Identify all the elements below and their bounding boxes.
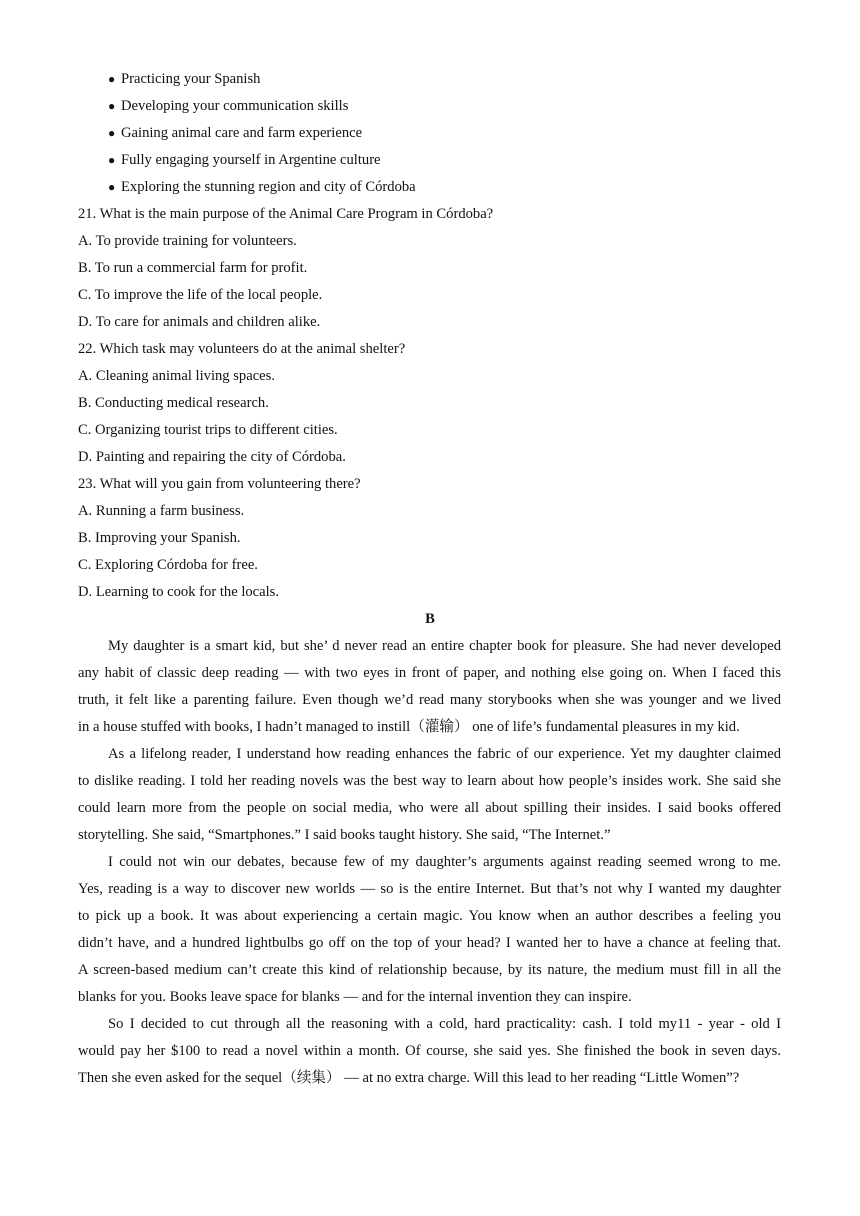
bullet-icon: ● (108, 153, 116, 167)
bullet-item (108, 66, 260, 93)
q22-option-c: C. Organizing tourist trips to different cities. (78, 422, 338, 438)
bullet-text: Developing your communication skills (121, 98, 349, 114)
paragraph-line: would pay her $100 to read a novel within a month. Of course, she said yes. She finished the book in seven days. (78, 1043, 781, 1059)
q22-option-a: A. Cleaning animal living spaces. (78, 368, 275, 384)
bullet-text: Exploring the stunning region and city of Córdoba (121, 179, 416, 195)
bullet-icon: ● (108, 126, 116, 140)
question-22: 22. Which task may volunteers do at the animal shelter? (78, 341, 406, 357)
paragraph-line: As a lifelong reader, I understand how reading enhances the fabric of our experience. Yet my daughter claimed (108, 746, 781, 762)
bullet-text: Practicing your Spanish (121, 71, 261, 87)
q23-option-b: B. Improving your Spanish. (78, 530, 241, 546)
bullet-icon: ● (108, 72, 116, 86)
bullet-icon: ● (108, 99, 116, 113)
q21-option-a: A. To provide training for volunteers. (78, 233, 297, 249)
q21-option-d: D. To care for animals and children alike. (78, 314, 321, 330)
paragraph-line: didn’t have, and a hundred lightbulbs go off on the top of your head? I wanted her to have a chance at feeling that. (78, 935, 781, 951)
paragraph-line: So I decided to cut through all the reasoning with a cold, hard practicality: cash. I told my11 - year - old I (108, 1016, 781, 1032)
bullet-text: Gaining animal care and farm experience (121, 125, 363, 141)
section-title: B (425, 611, 435, 627)
bullet-item (108, 174, 416, 201)
paragraph-line: truth, it felt like a parenting failure. Even though we’d read many storybooks when she was younger and we lived (78, 692, 781, 708)
bullet-item (108, 147, 381, 174)
paragraph-line: I could not win our debates, because few of my daughter’s arguments against reading seemed wrong to me. (108, 854, 781, 870)
bullet-item (108, 93, 348, 120)
q22-option-b: B. Conducting medical research. (78, 395, 269, 411)
paragraph-line: any habit of classic deep reading — with two eyes in front of paper, and nothing else going on. When I faced this (78, 665, 781, 681)
paragraph-line: storytelling. She said, “Smartphones.” I said books taught history. She said, “The Internet.” (78, 827, 611, 843)
paragraph-line: Then she even asked for the sequel（续集） — at no extra charge. Will this lead to her reading “Little Women”? (78, 1070, 740, 1086)
bullet-text: Fully engaging yourself in Argentine culture (121, 152, 381, 168)
paragraph-line: blanks for you. Books leave space for blanks — and for the internal invention they can inspire. (78, 989, 632, 1005)
q23-option-d: D. Learning to cook for the locals. (78, 584, 280, 600)
q22-option-d: D. Painting and repairing the city of Córdoba. (78, 449, 346, 465)
question-21: 21. What is the main purpose of the Animal Care Program in Córdoba? (78, 206, 494, 222)
paragraph-line: My daughter is a smart kid, but she’ d never read an entire chapter book for pleasure. She had never developed (108, 638, 781, 654)
bullet-icon: ● (108, 180, 116, 194)
paragraph-line: in a house stuffed with books, I hadn’t managed to instill（灌输） one of life’s fundamental pleasures in my kid. (78, 719, 740, 735)
q21-option-c: C. To improve the life of the local people. (78, 287, 323, 303)
paragraph-line: to pick up a book. It was about experiencing a certain magic. You know when an author describes a feeling you (78, 908, 781, 924)
q23-option-a: A. Running a farm business. (78, 503, 245, 519)
q21-option-b: B. To run a commercial farm for profit. (78, 260, 308, 276)
paragraph-line: Yes, reading is a way to discover new worlds — so is the entire Internet. But that’s not why I wanted my daughter (78, 881, 781, 897)
q23-option-c: C. Exploring Córdoba for free. (78, 557, 258, 573)
paragraph-line: could learn more from the people on social media, who were all about spilling their insides. I said books offered (78, 800, 781, 816)
paragraph-line: to dislike reading. I told her reading novels was the best way to learn about how people’s insides work. She said she (78, 773, 781, 789)
bullet-item (108, 120, 362, 147)
question-23: 23. What will you gain from volunteering there? (78, 476, 361, 492)
paragraph-line: A screen-based medium can’t create this kind of relationship because, by its nature, the medium must fill in all the (78, 962, 781, 978)
